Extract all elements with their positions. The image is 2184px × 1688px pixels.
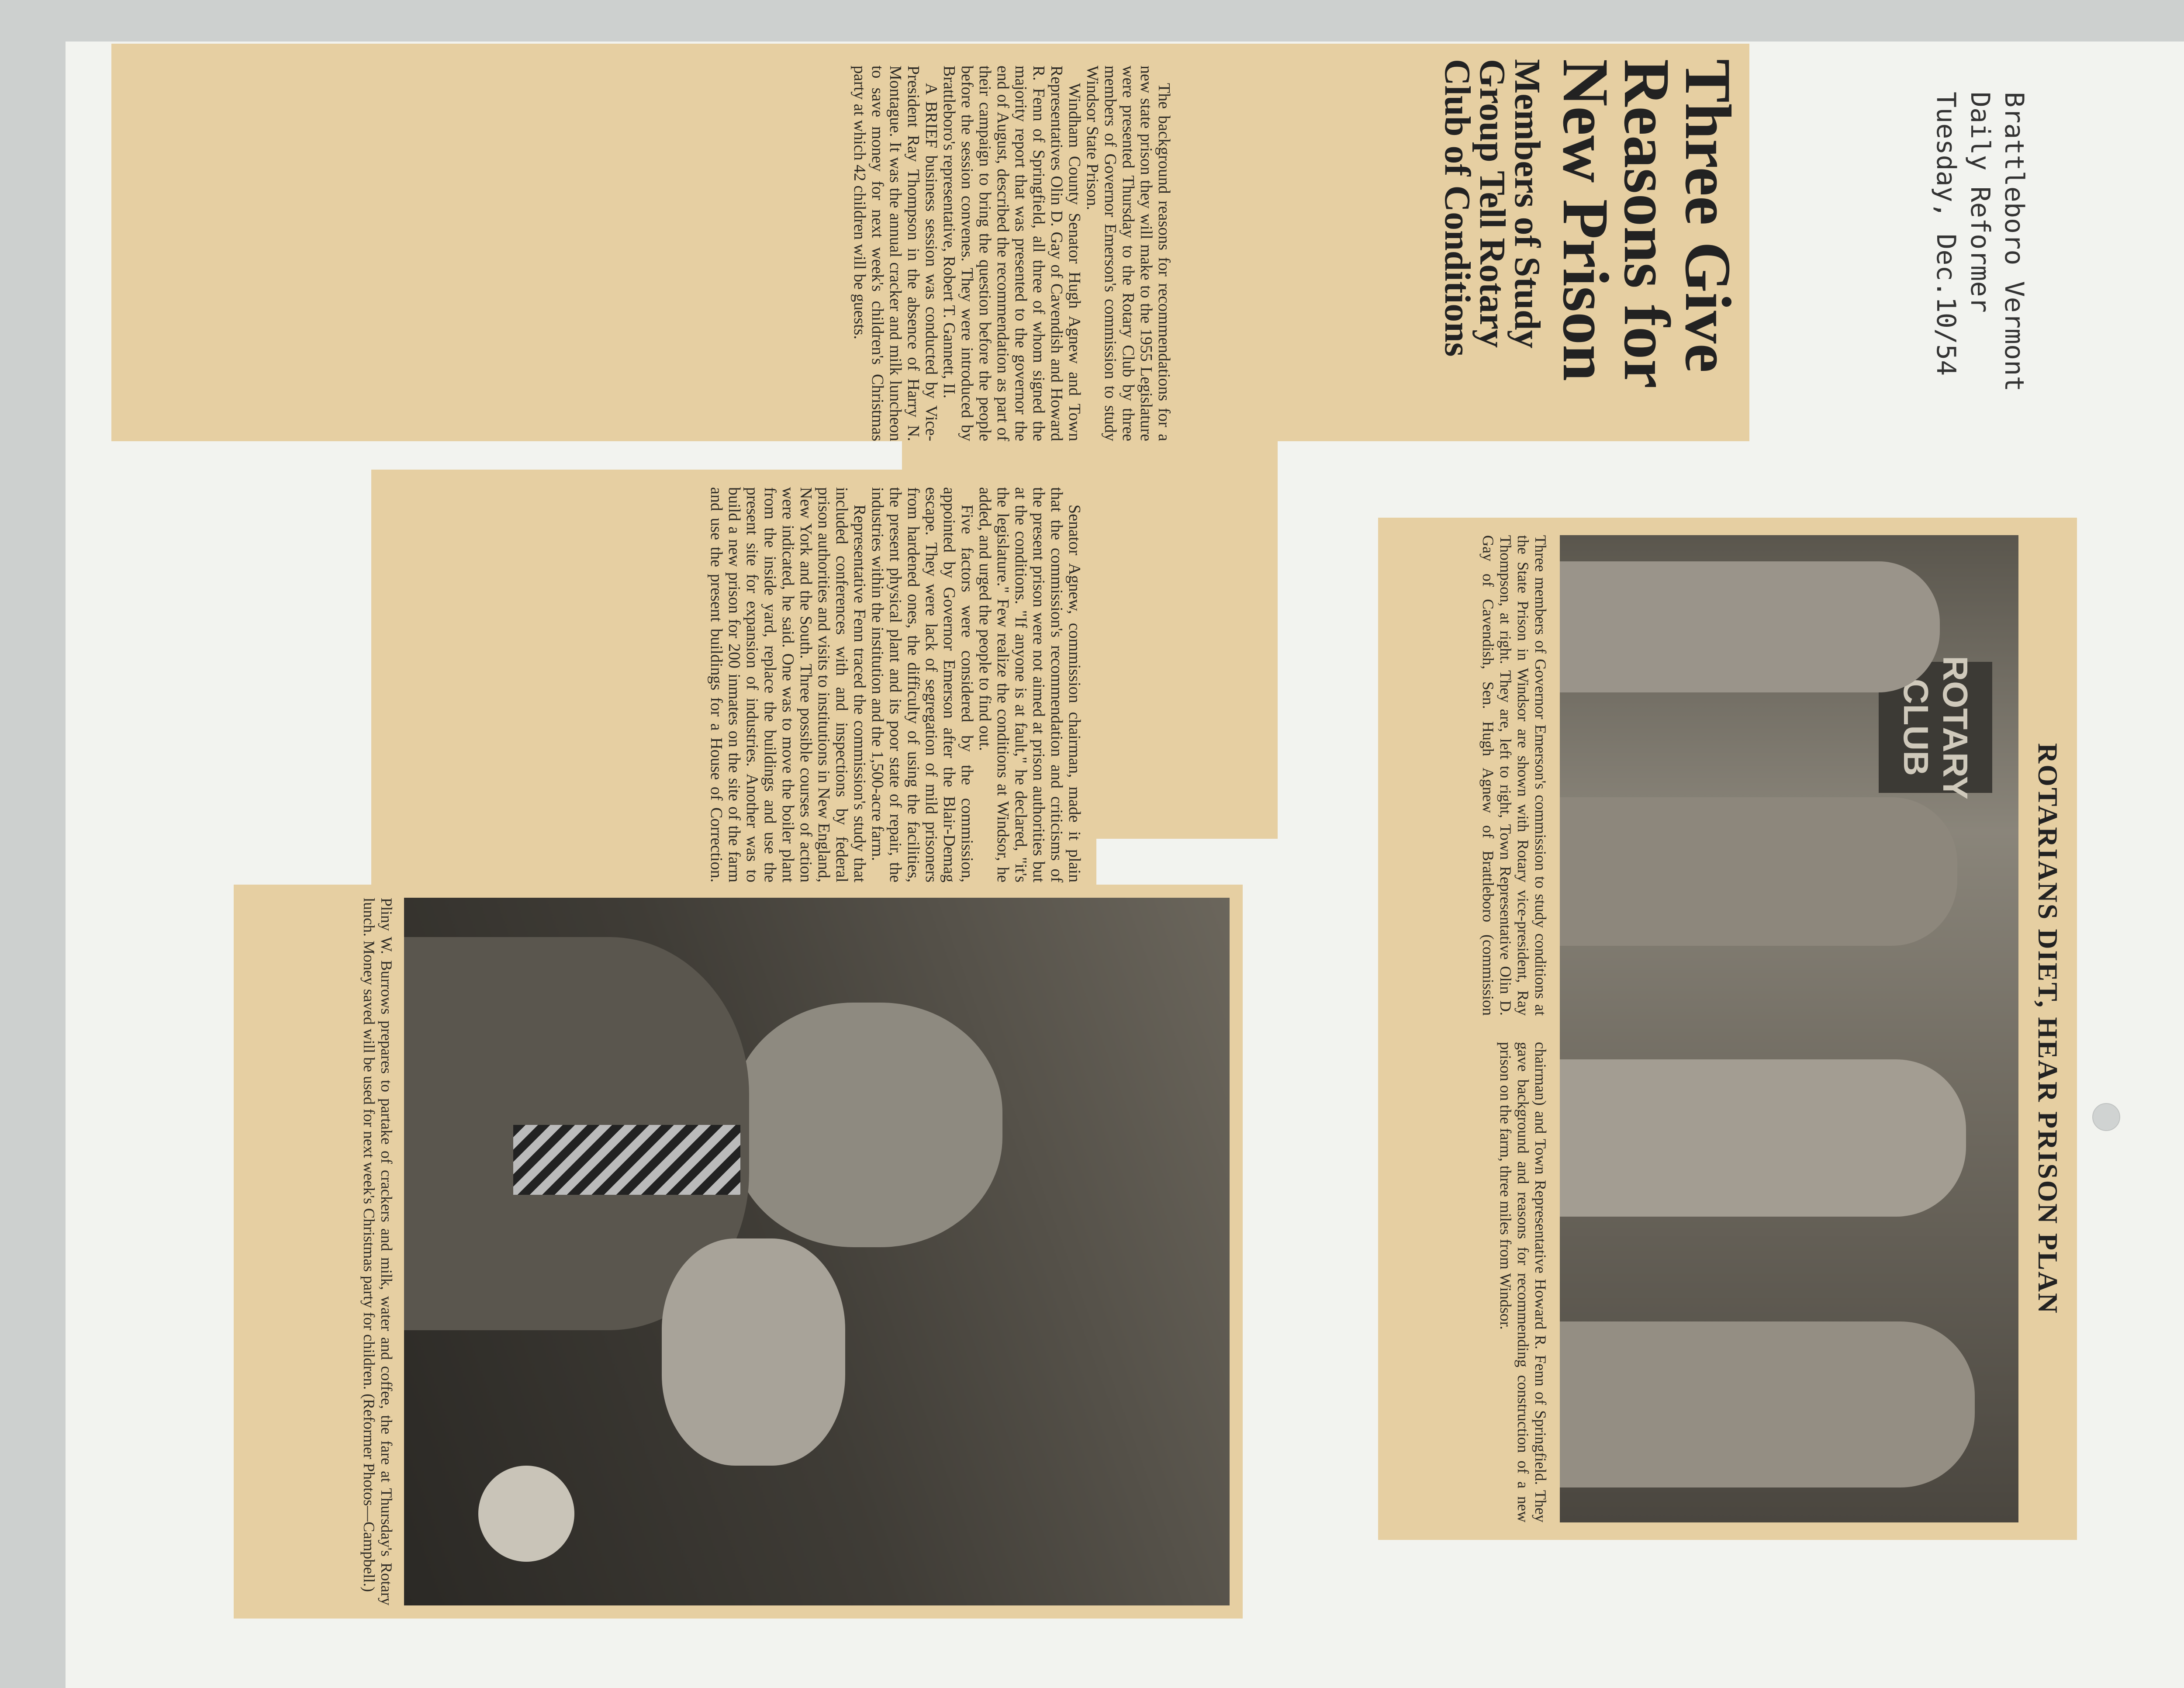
article-headline-3: New Prison [1549, 59, 1622, 381]
scrapbook-page [66, 42, 2184, 1688]
photo-caption: Three members of Governor Emerson's commission to study conditions at the State Prison in Windsor are shown with Rotary vice-president, Ray Thompson, at right. They are, left to right, Town Representative Olin D. Gay of Cavendish, Sen. Hugh Agnew of Brattleboro (commission chairman) and Town Representative Howard R. Fenn of Springfield. They gave background and reasons for recommending construction of a new prison on the farm, three miles from Windsor. [1479, 535, 1549, 1522]
article-paragraph: Five factors were considered by the commission, appointed by Governor Emerson after the Blair-Demag escape. They were lack of segregation of mild prisoners from hardened ones, the difficulty of using the facilities, the present physical plant and its poor state of repair, the industries within the institution and the 1,500-acre farm. [868, 487, 976, 882]
person-head [732, 1003, 1002, 1247]
person-figure [1560, 1321, 1975, 1487]
hands-with-crackers [662, 1238, 845, 1466]
burrows-photo [404, 898, 1230, 1605]
header-line-1: Brattleboro Vermont [1999, 92, 2029, 392]
header-line-2: Daily Reformer [1965, 92, 1995, 313]
person-figure [1560, 1059, 1966, 1217]
rotary-photo-clipping [1378, 518, 2077, 1540]
cup [478, 1466, 574, 1562]
article-column-1 [850, 66, 1173, 441]
article-paragraph: The background reasons for recommendations for a new state prison they will make to the 1955 Legislature were presented Thursday to the Rotary Club by three members of Governor Emerson's commission to study Windsor State Prison. [1083, 66, 1173, 441]
article-subhead-3: Club of Conditions [1437, 59, 1478, 357]
article-subhead-2: Group Tell Rotary [1472, 59, 1513, 348]
necktie [513, 1125, 740, 1195]
article-subhead-1: Members of Study [1507, 59, 1548, 349]
article-paragraph: Senator Agnew, commission chairman, made it plain that the commission's recommendation and criticisms of the present prison were not aimed at prison authorities but at the conditions. "If anyone is at fault," he declared, "it's the legislature." Few realize the conditions at Windsor, he added, and urged the people to find out. [976, 487, 1084, 882]
rotary-club-sign: ROTARY CLUB [1879, 662, 1992, 793]
header-line-3: Tuesday, Dec.10/54 [1931, 92, 1961, 376]
person-figure [1560, 797, 1957, 946]
article-headline-1: Three Give [1672, 59, 1744, 373]
burrows-caption: Pliny W. Burrows prepares to partake of crackers and milk, water and coffee, the fare at Thursday's Rotary lunch. Money saved will be used for next week's Christmas party for children. (Reformer Photos—Campbell.) [360, 898, 395, 1605]
person-figure [1560, 561, 1940, 692]
article-paragraph: Representative Fenn traced the commission's study that included conferences with and inspections by federal prison authorities and visits to institutions in New England, New York and the South. Three possible courses of action were indicated, he said. One was to move the boiler plant from the inside yard, replace the buildings and use the present site for expansion of industries. Another was to build a new prison for 200 inmates on the site of the farm and use the present buildings for a House of Correction. [707, 487, 869, 882]
rotary-group-photo [1560, 535, 2018, 1522]
photo-headline: ROTARIANS DIET, HEAR PRISON PLAN [2032, 743, 2063, 1314]
typed-header [1929, 92, 2031, 391]
article-headline-2: Reasons for [1610, 59, 1683, 389]
article-paragraph: Windham County Senator Hugh Agnew and Town Representatives Olin D. Gay of Cavendish and Howard R. Fenn of Springfield, all three of whom signed the majority report that was presented to the governor the end of August, described the recommendation as part of their campaign to bring the question before the people before the session convenes. They were introduced by Brattleboro's representative, Robert T. Gannett, II. [940, 66, 1084, 441]
burrows-photo-clipping [234, 885, 1243, 1619]
article-paragraph: A BRIEF business session was conducted by Vice-President Ray Thompson in the absence of Harry N. Montague. It was the annual cracker and milk luncheon to save money for next week's children's Christmas party at which 42 children will be guests. [850, 66, 940, 441]
punch-hole [2092, 1103, 2120, 1131]
